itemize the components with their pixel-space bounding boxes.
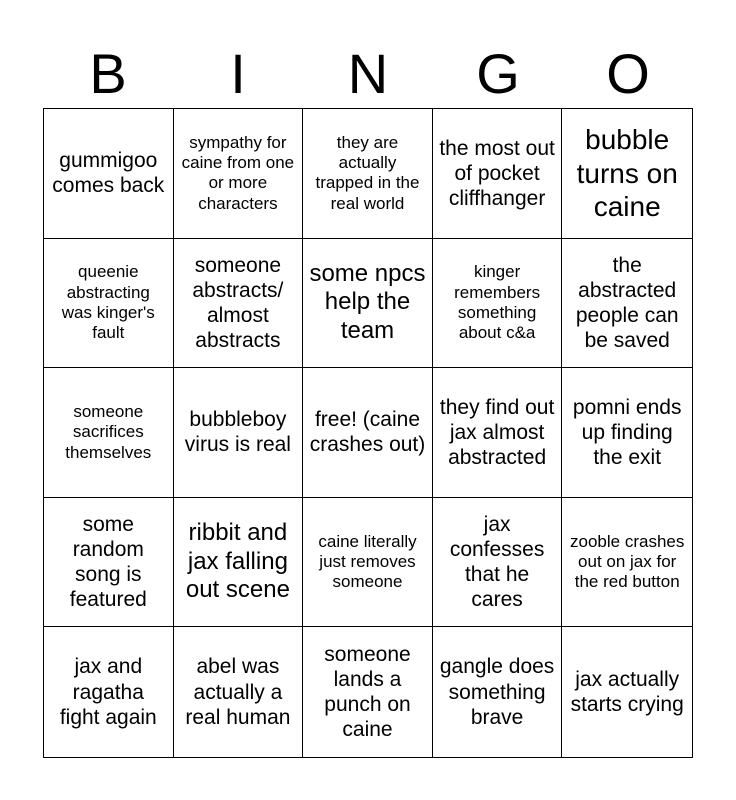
- bingo-cell[interactable]: gummigoo comes back: [44, 109, 174, 239]
- bingo-cell[interactable]: they find out jax almost abstracted: [433, 368, 563, 498]
- bingo-cell[interactable]: someone lands a punch on caine: [303, 627, 433, 757]
- header-letter-i: I: [230, 42, 246, 105]
- bingo-cell[interactable]: queenie abstracting was kinger's fault: [44, 239, 174, 369]
- bingo-cell[interactable]: bubble turns on caine: [562, 109, 692, 239]
- header-letter-n: N: [347, 42, 389, 105]
- header-letter-b: B: [89, 42, 127, 105]
- bingo-cell[interactable]: zooble crashes out on jax for the red button: [562, 498, 692, 628]
- bingo-cell[interactable]: ribbit and jax falling out scene: [174, 498, 304, 628]
- bingo-cell[interactable]: jax confesses that he cares: [433, 498, 563, 628]
- bingo-cell[interactable]: they are actually trapped in the real world: [303, 109, 433, 239]
- bingo-cell[interactable]: free! (caine crashes out): [303, 368, 433, 498]
- header-letter-g: G: [476, 42, 520, 105]
- bingo-cell[interactable]: caine literally just removes someone: [303, 498, 433, 628]
- bingo-cell[interactable]: jax and ragatha fight again: [44, 627, 174, 757]
- bingo-cell[interactable]: bubbleboy virus is real: [174, 368, 304, 498]
- bingo-cell[interactable]: kinger remembers something about c&a: [433, 239, 563, 369]
- bingo-cell[interactable]: the abstracted people can be saved: [562, 239, 692, 369]
- bingo-cell[interactable]: gangle does something brave: [433, 627, 563, 757]
- bingo-cell[interactable]: some random song is featured: [44, 498, 174, 628]
- bingo-cell[interactable]: someone abstracts/ almost abstracts: [174, 239, 304, 369]
- bingo-cell[interactable]: someone sacrifices themselves: [44, 368, 174, 498]
- bingo-cell[interactable]: abel was actually a real human: [174, 627, 304, 757]
- header-letter-o: O: [606, 42, 650, 105]
- bingo-cell[interactable]: sympathy for caine from one or more characters: [174, 109, 304, 239]
- bingo-header: [43, 40, 693, 108]
- bingo-grid: [43, 108, 693, 758]
- bingo-cell[interactable]: jax actually starts crying: [570, 668, 684, 717]
- bingo-cell[interactable]: some npcs help the team: [303, 239, 433, 369]
- bingo-cell[interactable]: pomni ends up finding the exit: [562, 368, 692, 498]
- bingo-cell[interactable]: the most out of pocket cliffhanger: [433, 109, 563, 239]
